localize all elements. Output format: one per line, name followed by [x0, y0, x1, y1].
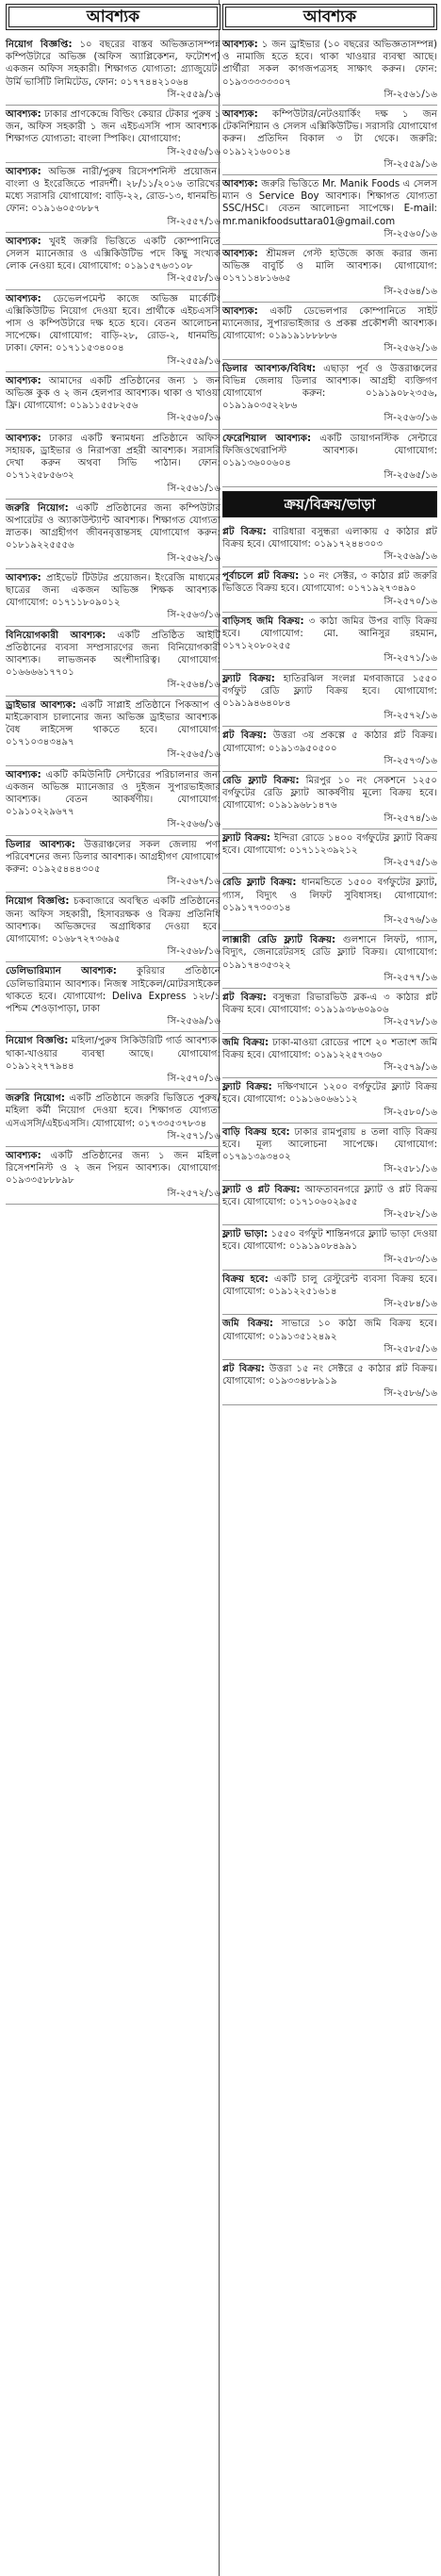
classified-ad: [222, 772, 437, 829]
ad-body: গুলশানে লিফট, গ্যাস, বিদ্যুৎ, জেনারেটরসহ রেডি ফ্ল্যাট বিক্রয়। যোগাযোগ: ০১৯১৭৪৩৫৩২২: [222, 935, 437, 971]
classified-ad: [222, 1078, 437, 1124]
ad-heading: প্লট বিক্রয়:: [222, 730, 267, 742]
classified-ad: [6, 233, 220, 290]
ad-code: সি-২৫৮২/১৬: [384, 1209, 437, 1221]
ad-body: বারিধারা বসুন্ধরা এলাকায় ৫ কাঠার প্লট বিক্রয় হবে। যোগাযোগ: ০১৯১৭২৪৪৩০৩: [222, 526, 437, 550]
ad-body: একটি সাপ্লাই প্রতিষ্ঠানে পিকআপ ও মাইক্রোবাস চালানোর জন্য অভিজ্ঞ ড্রাইভার আবশ্যক। বৈধ লাইসেন্স থাকতে হবে। যোগাযোগ: ০১৭১০৩৪৩৪৯৭: [6, 699, 220, 748]
ad-code: সি-২৫৭১/১৬: [167, 1130, 220, 1141]
ad-body: উত্তরা ৩য় প্রকল্পে ৫ কাঠার প্লট বিক্রয়। যোগাযোগ: ০১৯১৩৯৫০৫০০: [222, 730, 437, 754]
ad-heading: ডেলিভারিম্যান আবশ্যক:: [6, 966, 117, 977]
ad-code: সি-২৫৭০/১৬: [384, 596, 437, 607]
ad-heading: আবশ্যক:: [6, 293, 41, 304]
ad-code: সি-২৫৮৬/১৬: [384, 1388, 437, 1400]
classified-ad: [222, 1271, 437, 1316]
classified-ad: [6, 1032, 220, 1090]
ad-body: একটি চালু রেস্টুরেন্ট ব্যবসা বিক্রয় হবে। যোগাযোগ: ০১৯১২২৫১৬১৪: [222, 1273, 437, 1298]
ad-body: ৩ কাঠা জমির উপর বাড়ি বিক্রয় হবে। যোগাযোগ: মো. আনিসুর রহমান, ০১৭১২০৮০২৫৫: [222, 615, 437, 652]
ad-heading: আবশ্যক:: [6, 769, 41, 780]
ad-body: সাভারে ১০ কাঠা জমি বিক্রয় হবে। যোগাযোগ: ০১৯১৩৫১২৪৯২: [222, 1319, 437, 1342]
ad-body: উত্তরা ১৫ নং সেক্টরে ৫ কাঠার প্লট বিক্রয়। যোগাযোগ: ০১৯৩৩৪৮৮৯১৯: [222, 1364, 437, 1387]
ad-body: চকবাজারে অবস্থিত একটি প্রতিষ্ঠানের জন্য অফিস সহকারী, হিসাবরক্ষক ও বিক্রয় প্রতিনিধি আবশ্যক। অভিজ্ঞদের অগ্রাধিকার দেওয়া হবে। যোগাযোগ: ০১৬৮৭২৭৩৬৯৫: [6, 896, 220, 944]
classified-ad: [222, 829, 437, 875]
classified-ad: [222, 245, 437, 303]
ad-body: ঢাকার রামপুরায় ৪ তলা বাড়ি বিক্রয় হবে। মূল্য আলোচনা সাপেক্ষে। যোগাযোগ: ০১৭৯১৩৯৩৪০২: [222, 1126, 437, 1163]
ad-heading: লাক্সারী রেডি ফ্ল্যাট বিক্রয়:: [222, 935, 336, 946]
ad-code: সি-২৫৫৮/১৬: [167, 273, 220, 285]
ad-code: সি-২৫৬০/১৬: [384, 228, 437, 239]
ad-heading: রেডি ফ্ল্যাট বিক্রয়:: [222, 775, 300, 786]
ad-heading: ডিলার আবশ্যক/বিবিধ:: [222, 363, 317, 374]
ad-body: ইন্দিরা রোডে ১৪০০ বর্গফুটের ফ্ল্যাট বিক্রয় হবে। যোগাযোগ: ০১৭১১২৩৯২১২: [222, 832, 437, 856]
ad-heading: ফ্ল্যাট ও প্লট বিক্রয়:: [222, 1184, 301, 1195]
ad-heading: প্লট বিক্রয়:: [222, 993, 267, 1003]
ad-code: সি-২৫৭৩/১৬: [384, 755, 437, 766]
ad-code: সি-২৫৬৮/১৬: [167, 946, 220, 958]
ad-heading: ফ্ল্যাট বিক্রয়:: [222, 832, 270, 844]
classified-ad: [222, 567, 437, 613]
ad-body: বসুন্ধরা রিভারভিউ ব্লক-এ ৩ কাঠার প্লট বিক্রয় হবে। যোগাযোগ: ০১৯১৯৩৮৬০৯০৬: [222, 993, 437, 1016]
ad-heading: বিক্রয় হবে:: [222, 1273, 269, 1285]
ad-heading: নিয়োগ বিজ্ঞপ্তি:: [6, 896, 70, 908]
ad-body: ঢাকার প্রাণকেন্দ্রে বিল্ডিং কেয়ার টেকার পুরুষ ১ জন, অফিস সহকারী ১ জন এইচএসসি পাস আবশ্যক। শিক্ষাগত যোগ্যতা: বাংলা স্পিকিং। যোগাযোগ:: [6, 109, 220, 145]
ad-body: ১০ নং সেক্টর, ৩ কাঠার প্লট জরুরি ভিত্তিতে বিক্রয় হবে। যোগাযোগ: ০১৭১৯২৭৩৪৯০: [222, 571, 437, 595]
classified-ad: [6, 766, 220, 836]
ad-code: সি-২৫৬২/১৬: [167, 552, 220, 564]
ad-code: সি-২৫৭৪/১৬: [384, 812, 437, 824]
ad-body: জরুরি ভিত্তিতে Mr. Manik Foods এ সেলস ম্যান ও Service Boy আবশ্যক। শিক্ষাগত যোগ্যতা SSC/HSC। বেতন আলোচনা সাপেক্ষে। E-mail: mr.manikfoodsuttara01@gmail.com: [222, 179, 437, 227]
classified-ad: [222, 1034, 437, 1079]
ad-code: সি-২৫৬৫/১৬: [167, 749, 220, 761]
ad-body: এছাড়া পূর্ব ও উত্তরাঞ্চলের বিভিন্ন জেলায় ডিলার আবশ্যক। আগ্রহী ব্যক্তিগণ যোগাযোগ করুন: ০১৯১৯০৮২৩৫৬, ০১৯১৯০৩৫২২৮৬: [222, 363, 438, 412]
ad-heading: আবশ্যক:: [6, 236, 41, 247]
ad-body: একটি প্রতিষ্ঠানে জরুরি ভিত্তিতে পুরুষ/মহিলা কর্মী নিয়োগ দেওয়া হবে। শিক্ষাগত যোগ্যতা এসএসসি/এইচএসসি। যোগাযোগ: ০১৭৩৩৫৩৭৮৩৪: [6, 1093, 220, 1129]
classified-ad: [222, 1315, 437, 1360]
ad-body: ঢাকা-মাওয়া রোডের পাশে ২০ শতাংশ জমি বিক্রয় হবে। যোগাযোগ: ০১৯১২২৫৭৩৬০: [222, 1037, 437, 1060]
ad-code: সি-২৫৫৯/১৬: [384, 158, 437, 170]
classified-ad: [6, 1147, 220, 1205]
classified-ad: [6, 163, 220, 233]
ad-heading: আবশ্যক:: [6, 375, 41, 386]
ad-body: ঢাকার একটি স্বনামধন্য প্রতিষ্ঠানে অফিস সহায়ক, ড্রাইভার ও নিরাপত্তা প্রহরী আবশ্যক। সরাসরি দেখা করুন অথবা সিভি পাঠান। ফোন: ০১৭১২৫৮৫৬৩২: [6, 433, 220, 482]
classified-list-sale: [222, 523, 437, 1405]
ad-body: একটি কমিউনিটি সেন্টারের পরিচালনার জন্য একজন অভিজ্ঞ ম্যানেজার ও দুইজন সুপারভাইজার আবশ্যক। বেতন আকর্ষণীয়। যোগাযোগ: ০১৯১০২২৯৬৭৭: [6, 769, 220, 818]
ad-code: সি-২৫৬৯/১৬: [167, 1016, 220, 1027]
classified-ad: [6, 430, 220, 500]
ad-code: সি-২৫৫৭/১৬: [167, 216, 220, 227]
classified-ad: [6, 1090, 220, 1147]
ad-heading: আবশ্যক:: [222, 305, 258, 317]
ad-body: হাতিরঝিল সংলগ্ন মগবাজারে ১৫৫০ বর্গফুট রেডি ফ্ল্যাট বিক্রয় হবে। যোগাযোগ: ০১৯১৯৪৬৪০৮৪: [222, 673, 437, 709]
ad-body: উত্তরাঞ্চলের সকল জেলায় পণ্য পরিবেশনের জন্য ডিলার আবশ্যক। আগ্রহীগণ যোগাযোগ করুন: ০১৯২৫৪৪৪৩০৫: [6, 839, 221, 875]
ad-body: শ্রীমঙ্গল গেস্ট হাউজে কাজ করার জন্য অভিজ্ঞ বাবুর্চি ও মালি আবশ্যক। যোগাযোগ: ০১৭১১৪৮১৬৬৫: [222, 249, 437, 285]
ad-body: ধানমন্ডিতে ১৫০০ বর্গফুটের ফ্ল্যাট, গ্যাস, বিদ্যুৎ ও লিফট সুবিধাসহ। যোগাযোগ: ০১৯১৭৭৩০৩১৪: [222, 878, 437, 913]
ad-code: সি-২৫৭২/১৬: [384, 711, 437, 722]
ad-code: সি-২৫৭২/১৬: [167, 1188, 220, 1199]
ad-heading: পূর্বাচলে প্লট বিক্রয়:: [222, 571, 300, 582]
ad-code: সি-২৫৮৫/১৬: [384, 1343, 437, 1354]
ad-heading: আবশ্যক:: [222, 109, 258, 121]
classified-ad: [222, 430, 437, 487]
right-column: [222, 0, 437, 1405]
classified-ad: [6, 36, 220, 106]
classified-ad: [222, 360, 437, 430]
ad-body: একটি প্রতিষ্ঠানের জন্য কম্পিউটার অপারেটর ও অ্যাকাউন্ট্যান্ট আবশ্যক। শিক্ষাগত যোগ্যতা স্নাতক। আগ্রহীগণ জীবনবৃত্তান্তসহ যোগাযোগ করুন: ০১৮১৯২২৫৫৫৬: [6, 502, 220, 551]
ad-body: ১৫৫০ বর্গফুট শান্তিনগরে ফ্ল্যাট ভাড়া দেওয়া হবে। যোগাযোগ: ০১৯১৯০৮৪৯৯১: [222, 1229, 437, 1253]
ad-code: সি-২৫৬৪/১৬: [167, 680, 220, 691]
ad-heading: জমি বিক্রয়:: [222, 1037, 270, 1048]
ad-code: সি-২৫৫৯/১৬: [167, 355, 220, 367]
ad-body: আফতাবনগরে ফ্ল্যাট ও প্লট বিক্রয় হবে। যোগাযোগ: ০১৭১০৬০২৯৫৫: [222, 1184, 438, 1207]
ad-body: একটি প্রতিষ্ঠানের জন্য ১ জন মহিলা রিসেপশনিস্ট ও ২ জন পিয়ন আবশ্যক। যোগাযোগ: ০১৯৩৩৫৮৮৮৯৮: [6, 1151, 220, 1187]
ad-heading: আবশ্যক:: [6, 433, 41, 444]
ad-heading: আবশ্যক:: [222, 40, 258, 50]
ad-body: মিরপুর ১০ নং সেকশনে ১২৫০ বর্গফুটের রেডি ফ্ল্যাট আকর্ষণীয় মূল্যে বিক্রয় হবে। যোগাযোগ: ০১৯১৯৬৮১৪৭৬: [222, 775, 437, 812]
classified-ad: [222, 874, 437, 931]
ad-heading: নিয়োগ বিজ্ঞপ্তি:: [6, 40, 73, 50]
ad-heading: নিয়োগ বিজ্ঞপ্তি:: [6, 1036, 69, 1047]
ad-heading: বাড়িসহ জমি বিক্রয়:: [222, 615, 304, 627]
classified-ad: [222, 989, 437, 1034]
ad-heading: প্লট বিক্রয়:: [222, 1364, 265, 1375]
ad-code: সি-২৫৮৩/১৬: [384, 1254, 437, 1265]
classified-ad: [6, 106, 220, 163]
ad-heading: ডিলার আবশ্যক:: [6, 839, 75, 850]
ad-code: সি-২৫৭৬/১৬: [384, 914, 437, 926]
section-header-jobs-right: আবশ্যক: [222, 4, 437, 30]
left-column: [6, 0, 220, 1205]
ad-heading: আবশ্যক:: [6, 572, 41, 583]
ad-code: সি-২৫৬৭/১৬: [167, 877, 220, 888]
ad-heading: ফ্ল্যাট বিক্রয়:: [222, 1082, 272, 1093]
classified-ad: [6, 569, 220, 627]
classified-ad: [222, 175, 437, 245]
ad-heading: আবশ্যক:: [222, 179, 258, 190]
ad-code: সি-২৫৭৯/১৬: [384, 1062, 437, 1074]
ad-heading: আবশ্যক:: [6, 109, 41, 121]
ad-code: সি-২৫৭০/১৬: [167, 1074, 220, 1085]
ad-code: সি-২৫৬১/১৬: [167, 483, 220, 494]
ad-code: সি-২৫৮১/১৬: [384, 1164, 437, 1175]
classified-ad: [222, 36, 437, 106]
classified-ad: [222, 670, 437, 728]
classified-ad: [222, 303, 437, 360]
ad-code: সি-২৫৬২/১৬: [384, 343, 437, 354]
classified-ad: [6, 893, 220, 962]
ad-code: সি-২৫৮৪/১৬: [384, 1299, 437, 1310]
ad-heading: জরুরি নিয়োগ:: [6, 1093, 65, 1105]
ad-body: একটি প্রতিষ্ঠিত আইটি প্রতিষ্ঠানের ব্যবসা সম্প্রসারণের জন্য বিনিয়োগকারী আবশ্যক। লাভজনক অংশীদারিত্ব। যোগাযোগ: ০১৬৬৬৬১৭৭০১: [6, 630, 220, 679]
ad-body: দক্ষিণখানে ১২০০ বর্গফুটের ফ্ল্যাট বিক্রয় হবে। যোগাযোগ: ০১৯১৬০৬৬১১২: [222, 1082, 437, 1106]
ad-heading: প্লট বিক্রয়:: [222, 526, 267, 537]
ad-code: সি-২৫৬৩/১৬: [384, 413, 437, 424]
classified-ad: [222, 931, 437, 989]
classified-list-right-jobs: [222, 36, 437, 487]
ad-heading: জরুরি নিয়োগ:: [6, 502, 69, 514]
ad-code: সি-২৫৭১/১৬: [384, 653, 437, 665]
ad-code: সি-২৫৬১/১৬: [384, 89, 437, 100]
ad-code: সি-২৫৭৮/১৬: [384, 1017, 437, 1028]
classified-ad: [6, 697, 220, 766]
ad-body: ১ জন ড্রাইভার (১০ বছরের অভিজ্ঞতাসম্পন্ন) ও নামাজি হতে হবে। থাকা খাওয়ার ব্যবস্থা আছে। প্রার্থীরা সকল কাগজপত্রসহ সাক্ষাৎ করুন। ফোন: ০১৯৩৩৩৩৩৩০৭: [222, 40, 437, 88]
classified-ad: [6, 627, 220, 697]
classified-ad: [222, 1225, 437, 1271]
classified-ad: [222, 1124, 437, 1181]
ad-heading: ফ্ল্যাট ভাড়া:: [222, 1229, 269, 1240]
ad-code: সি-২৫৫৬/১৬: [167, 146, 220, 157]
ad-heading: রেডি ফ্ল্যাট বিক্রয়:: [222, 878, 297, 889]
classified-list-left: [6, 36, 220, 1205]
classified-ad: [6, 372, 220, 430]
ad-heading: ফেরেশিয়াল আবশ্যক:: [222, 433, 312, 444]
section-header-jobs-left: আবশ্যক: [6, 4, 220, 30]
ad-body: একটি ডায়াগনস্টিক সেন্টারে ফিজিওথেরাপিস্ট আবশ্যক। যোগাযোগ: ০১৯১৩৬০০৬০৪: [222, 433, 437, 469]
ad-body: কুরিয়ার প্রতিষ্ঠানে ডেলিভারিম্যান আবশ্যক। নিজস্ব সাইকেল/মোটরসাইকেল থাকতে হবে। যোগাযোগ: Deliva Express ১২৮/১ পশ্চিম শেওড়াপাড়া, ঢাকা: [6, 966, 220, 1015]
ad-body: কম্পিউটার/নেটওয়ার্কিং দক্ষ ১ জন টেকনিশিয়ান ও সেলস এক্সিকিউটিভ। সরাসরি যোগাযোগ করুন। প্রতিদিন বিকাল ৩ টা থেকে। জরুরি: ০১৯১২১৬০০১৪: [222, 109, 437, 157]
ad-code: সি-২৫৬৫/১৬: [384, 470, 437, 482]
ad-heading: জমি বিক্রয়:: [222, 1319, 273, 1330]
classified-ad: [222, 1181, 437, 1226]
ad-body: একটি ডেভেলপার কোম্পানিতে সাইট ম্যানেজার, সুপারভাইজার ও প্রকল্প প্রকৌশলী আবশ্যক। যোগাযোগ: ০১৯১৯১৮৮৮৮৬: [222, 305, 437, 342]
ad-code: সি-২৫৭৫/১৬: [384, 858, 437, 869]
classified-ad: [222, 727, 437, 772]
ad-heading: ড্রাইভার আবশ্যক:: [6, 699, 76, 711]
section-header-sale: ক্রয়/বিক্রয়/ভাড়া: [222, 491, 437, 517]
ad-body: ১০ বছরের বাস্তব অভিজ্ঞতাসম্পন্ন কম্পিউটারে অভিজ্ঞ (অফিস অ্যাপ্লিকেশন, ফটোশপ) একজন অফিস সহকারী। শিক্ষাগত যোগ্যতা: গ্র্যাজুয়েট। উর্মি ভার্সিটি লিমিটেড, ফোন: ০১৭৭৪৪২১০৬৪: [6, 40, 220, 88]
ad-code: সি-২৫৮০/১৬: [384, 1107, 437, 1118]
ad-code: সি-২৫৬৪/১৬: [384, 286, 437, 297]
ad-body: অভিজ্ঞ নারী/পুরুষ রিসেপশনিস্ট প্রয়োজন। বাংলা ও ইংরেজিতে পারদর্শী। ২৮/১১/২০১৬ তারিখের মধ্যে সরাসরি যোগাযোগ: বাড়ি-২২, রোড-১৩, ধানমন্ডি। ফোন: ০১৯১৬০৫৩৮৮৭: [6, 166, 220, 215]
classified-ad: [222, 1360, 437, 1405]
ad-heading: ফ্ল্যাট বিক্রয়:: [222, 673, 275, 684]
ad-body: খুবই জরুরি ভিত্তিতে একটি কোম্পানিতে সেলস ম্যানেজার ও এক্সিকিউটিভ পদে কিছু সংখ্যক লোক নেওয়া হবে। যোগাযোগ: ০১৯১৫৭৬৩১০৮: [6, 236, 220, 272]
ad-code: সি-২৫৬৩/১৬: [167, 610, 220, 621]
classified-ad: [6, 836, 220, 894]
classified-ad: [222, 613, 437, 670]
classified-ad: [222, 106, 437, 175]
ad-heading: বিনিয়োগকারী আবশ্যক:: [6, 630, 106, 641]
ad-heading: আবশ্যক:: [222, 249, 258, 260]
classified-ad: [222, 523, 437, 568]
ad-code: সি-২৫৬০/১৬: [167, 413, 220, 424]
ad-heading: বাড়ি বিক্রয় হবে:: [222, 1126, 290, 1138]
ad-code: সি-২৫৭৭/১৬: [384, 972, 437, 983]
ad-body: আমাদের একটি প্রতিষ্ঠানের জন্য ১ জন অভিজ্ঞ কুক ও ২ জন হেলপার আবশ্যক। থাকা ও খাওয়া ফ্রি। যোগাযোগ: ০১৯১১৫৫৮২৫৬: [6, 375, 220, 412]
classified-ad: [6, 500, 220, 569]
ad-code: সি-২৫৬৬/১৬: [167, 819, 220, 830]
classified-ad: [6, 962, 220, 1032]
ad-heading: আবশ্যক:: [6, 1151, 41, 1162]
ad-body: মহিলা/পুরুষ সিকিউরিটি গার্ড আবশ্যক। থাকা-খাওয়ার ব্যবস্থা আছে। যোগাযোগ: ০১৯১২২৭৭৯৪৪: [6, 1036, 220, 1072]
ad-body: ডেভেলপমেন্ট কাজে অভিজ্ঞ মার্কেটিং এক্সিকিউটিভ নিয়োগ দেওয়া হবে। প্রার্থীকে এইচএসসি পাস ও কম্পিউটারে দক্ষ হতে হবে। বেতন আলোচনা সাপেক্ষে। যোগাযোগ: বাড়ি-২৮, রোড-২, ধানমন্ডি, ঢাকা। ফোন: ০১৭১১৫৩৪০০৪: [6, 293, 220, 354]
ad-code: সি-২৫৬৯/১৬: [384, 550, 437, 562]
ad-body: প্রাইভেট টিউটর প্রয়োজন। ইংরেজি মাধ্যমের ছাত্রের জন্য একজন অভিজ্ঞ শিক্ষক আবশ্যক। যোগাযোগ: ০১৭১১৮০৯০১২: [6, 572, 220, 609]
ad-heading: আবশ্যক:: [6, 166, 41, 177]
ad-code: সি-২৫৫৯/১৬: [167, 89, 220, 100]
classified-ad: [6, 290, 220, 372]
